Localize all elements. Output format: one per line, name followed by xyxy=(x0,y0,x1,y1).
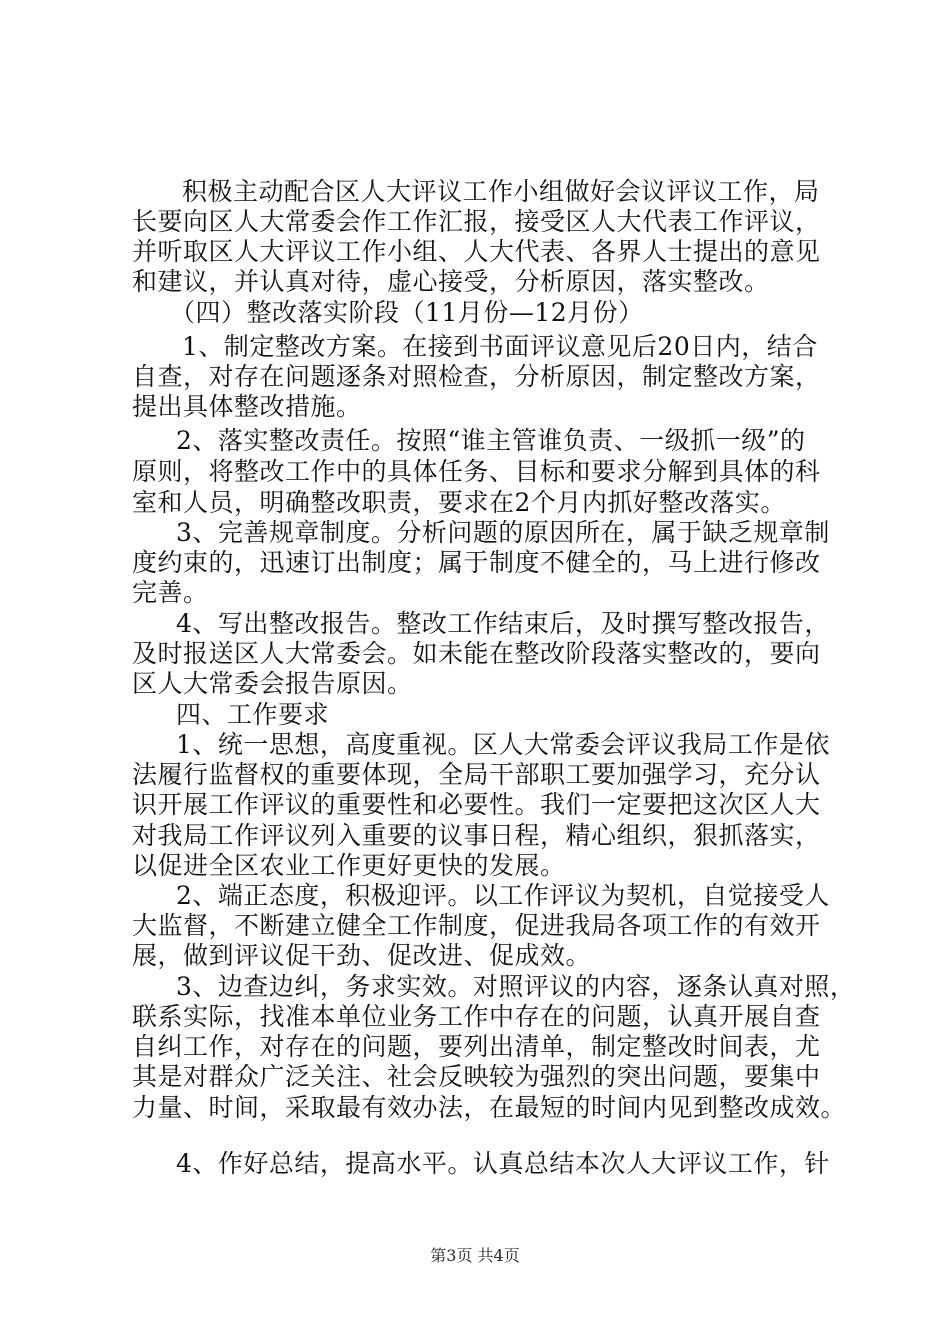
text-line: 1、统一思想，高度重视。区人大常委会评议我局工作是依 xyxy=(176,730,830,759)
section-heading: 四、工作要求 xyxy=(176,700,330,729)
text-line: 2、落实整改责任。按照“谁主管谁负责、一级抓一级”的 xyxy=(176,426,806,455)
text-line: 其是对群众广泛关注、社会反映较为强烈的突出问题，要集中 xyxy=(132,1062,821,1091)
text-line: 展，做到评议促干劲、促改进、促成效。 xyxy=(132,941,592,970)
text-line: 联系实际，找准本单位业务工作中存在的问题，认真开展自查 xyxy=(132,1002,821,1031)
text-line: 3、边查边纠，务求实效。对照评议的内容，逐条认真对照， xyxy=(176,972,856,1001)
text-line: 2、端正态度，积极迎评。以工作评议为契机，自觉接受人 xyxy=(176,881,830,910)
page-number: 第3页 共4页 xyxy=(430,1246,520,1265)
text-line: 自纠工作，对存在的问题，要列出清单，制定整改时间表，尤 xyxy=(132,1032,821,1061)
text-line: 并听取区人大评议工作小组、人大代表、各界人士提出的意见 xyxy=(132,237,821,266)
text-line: 提出具体整改措施。 xyxy=(132,392,362,421)
text-line: 大监督，不断建立健全工作制度，促进我局各项工作的有效开 xyxy=(132,911,821,940)
text-line: 识开展工作评议的重要性和必要性。我们一定要把这次区人大 xyxy=(132,790,821,819)
text-line: 积极主动配合区人大评议工作小组做好会议评议工作，局 xyxy=(182,177,820,206)
text-line: 室和人员，明确整改职责，要求在2个月内抓好整改落实。 xyxy=(132,488,786,517)
text-line: 力量、时间，采取最有效办法，在最短的时间内见到整改成效。 xyxy=(132,1093,847,1122)
text-line: 和建议，并认真对待，虚心接受，分析原因，落实整改。 xyxy=(132,267,770,296)
text-line: 及时报送区人大常委会。如未能在整改阶段落实整改的，要向 xyxy=(132,639,821,668)
text-line: 以促进全区农业工作更好更快的发展。 xyxy=(132,851,566,880)
text-line: 完善。 xyxy=(132,578,209,607)
text-line: 法履行监督权的重要体现，全局干部职工要加强学习，充分认 xyxy=(132,760,821,789)
text-line: 对我局工作评议列入重要的议事日程，精心组织，狠抓落实， xyxy=(132,821,821,850)
section-heading: （四）整改落实阶段（11月份—12月份） xyxy=(170,298,644,327)
text-line: 1、制定整改方案。在接到书面评议意见后20日内，结合 xyxy=(182,332,818,361)
text-line: 区人大常委会报告原因。 xyxy=(132,669,413,698)
text-line: 长要向区人大常委会作工作汇报，接受区人大代表工作评议， xyxy=(132,207,821,236)
text-line: 3、完善规章制度。分析问题的原因所在，属于缺乏规章制 xyxy=(176,518,830,547)
text-line: 4、写出整改报告。整改工作结束后，及时撰写整改报告， xyxy=(176,609,830,638)
text-line: 自查，对存在问题逐条对照检查，分析原因，制定整改方案， xyxy=(132,362,821,391)
text-line: 度约束的，迅速订出制度；属于制度不健全的，马上进行修改 xyxy=(132,548,821,577)
text-line: 4、作好总结，提高水平。认真总结本次人大评议工作，针 xyxy=(176,1149,830,1178)
text-line: 原则，将整改工作中的具体任务、目标和要求分解到具体的科 xyxy=(132,457,821,486)
